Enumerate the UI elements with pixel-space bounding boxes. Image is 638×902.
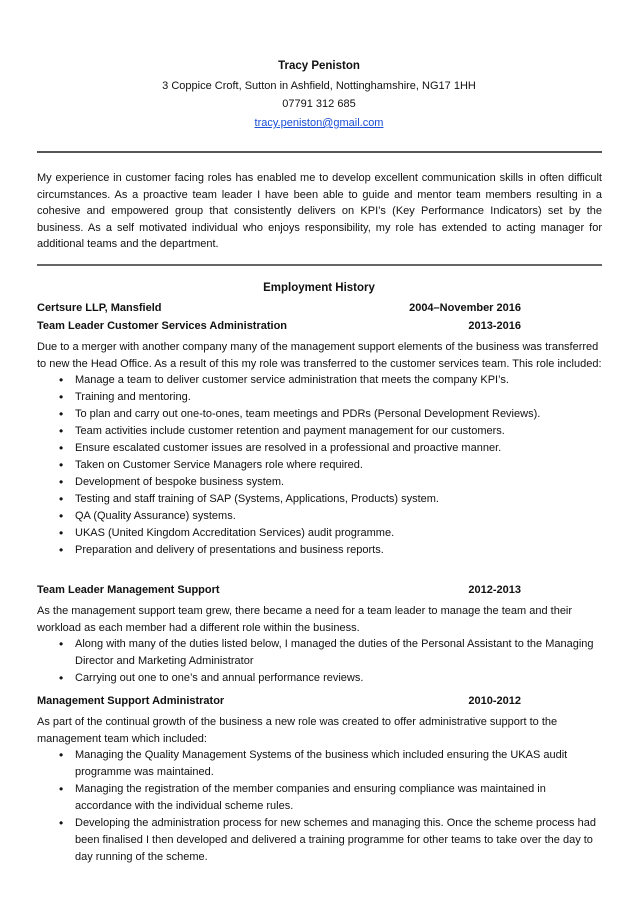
phone-number: 07791 312 685 xyxy=(282,98,356,110)
list-item: • UKAS (United Kingdom Accreditation Services) audit programme. xyxy=(37,525,602,542)
list-item: • Testing and staff training of SAP (Systems, Applications, Products) system. xyxy=(37,491,602,508)
role-heading-2 xyxy=(37,584,521,596)
role-bullet-list-1 xyxy=(37,372,602,559)
email-container xyxy=(0,117,638,129)
company-row xyxy=(37,302,521,314)
role-description-3 xyxy=(37,714,602,866)
role-heading-3 xyxy=(37,695,521,707)
company-dates: 2004–November 2016 xyxy=(409,302,521,314)
list-item: • To plan and carry out one-to-ones, team meetings and PDRs (Personal Development Reviews). xyxy=(37,406,602,423)
list-item: • Ensure escalated customer issues are resolved in a professional and proactive manner. xyxy=(37,440,602,457)
list-item: • Team activities include customer retention and payment management for our customers. xyxy=(37,423,602,440)
divider-top xyxy=(37,151,602,153)
role-bullet-list-3 xyxy=(37,747,602,866)
list-item: • Developing the administration process for new schemes and managing this. Once the scheme process had been finalised I then developed and delivered a training programme for other teams to take over the day to day running of the scheme. xyxy=(37,815,602,866)
list-item: • Taken on Customer Service Managers role where required. xyxy=(37,457,602,474)
section-title-employment: Employment History xyxy=(263,282,375,294)
role-description-1 xyxy=(37,339,602,559)
role-heading-1 xyxy=(37,320,521,332)
list-item: • Along with many of the duties listed below, I managed the duties of the Personal Assistant to the Managing Director and Marketing Administrator xyxy=(37,636,602,670)
list-item: • Manage a team to deliver customer service administration that meets the company KPI’s. xyxy=(37,372,602,389)
role-description-2 xyxy=(37,603,602,687)
company-name: Certsure LLP, Mansfield xyxy=(37,302,162,314)
role-description-text: As part of the continual growth of the business a new role was created to offer administrative support to the management team which included: xyxy=(37,716,558,745)
list-item: • QA (Quality Assurance) systems. xyxy=(37,508,602,525)
list-item: • Managing the registration of the member companies and ensuring compliance was maintained in accordance with the individual scheme rules. xyxy=(37,781,602,815)
list-item: • Development of bespoke business system. xyxy=(37,474,602,491)
role-dates: 2012-2013 xyxy=(468,584,521,596)
role-bullet-list-2 xyxy=(37,636,602,687)
role-dates: 2013-2016 xyxy=(468,320,521,332)
candidate-name: Tracy Peniston xyxy=(278,60,360,72)
role-title: Management Support Administrator xyxy=(37,695,225,707)
list-item: • Carrying out one to one’s and annual performance reviews. xyxy=(37,670,602,687)
profile-summary: My experience in customer facing roles has enabled me to develop excellent communication skills in often difficult circumstances. As a proactive team leader I have been able to guide and mentor team members resulting in a cohesive and empowered group that consistently delivers on KPI’s (Key Performance Indicators) set by the business. As a self motivated individual who enjoys responsibility, my role has extended to acting manager for additional teams and the department. xyxy=(37,172,602,250)
divider-employment xyxy=(37,264,602,266)
list-item: • Preparation and delivery of presentations and business reports. xyxy=(37,542,602,559)
role-description-text: Due to a merger with another company many of the management support elements of the business was transferred to new the Head Office. As a result of this my role was transferred to the customer services team. This role included: xyxy=(37,341,602,370)
role-description-text: As the management support team grew, there became a need for a team leader to manage the team and their workload as each member had a different role within the business. xyxy=(37,605,573,634)
list-item: • Managing the Quality Management Systems of the business which included ensuring the UKAS audit programme was maintained. xyxy=(37,747,602,781)
role-title: Team Leader Customer Services Administration xyxy=(37,320,288,332)
address: 3 Coppice Croft, Sutton in Ashfield, Nottinghamshire, NG17 1HH xyxy=(162,80,476,92)
email-link[interactable]: tracy.peniston@gmail.com xyxy=(254,117,384,129)
role-title: Team Leader Management Support xyxy=(37,584,220,596)
list-item: • Training and mentoring. xyxy=(37,389,602,406)
role-dates: 2010-2012 xyxy=(468,695,521,707)
